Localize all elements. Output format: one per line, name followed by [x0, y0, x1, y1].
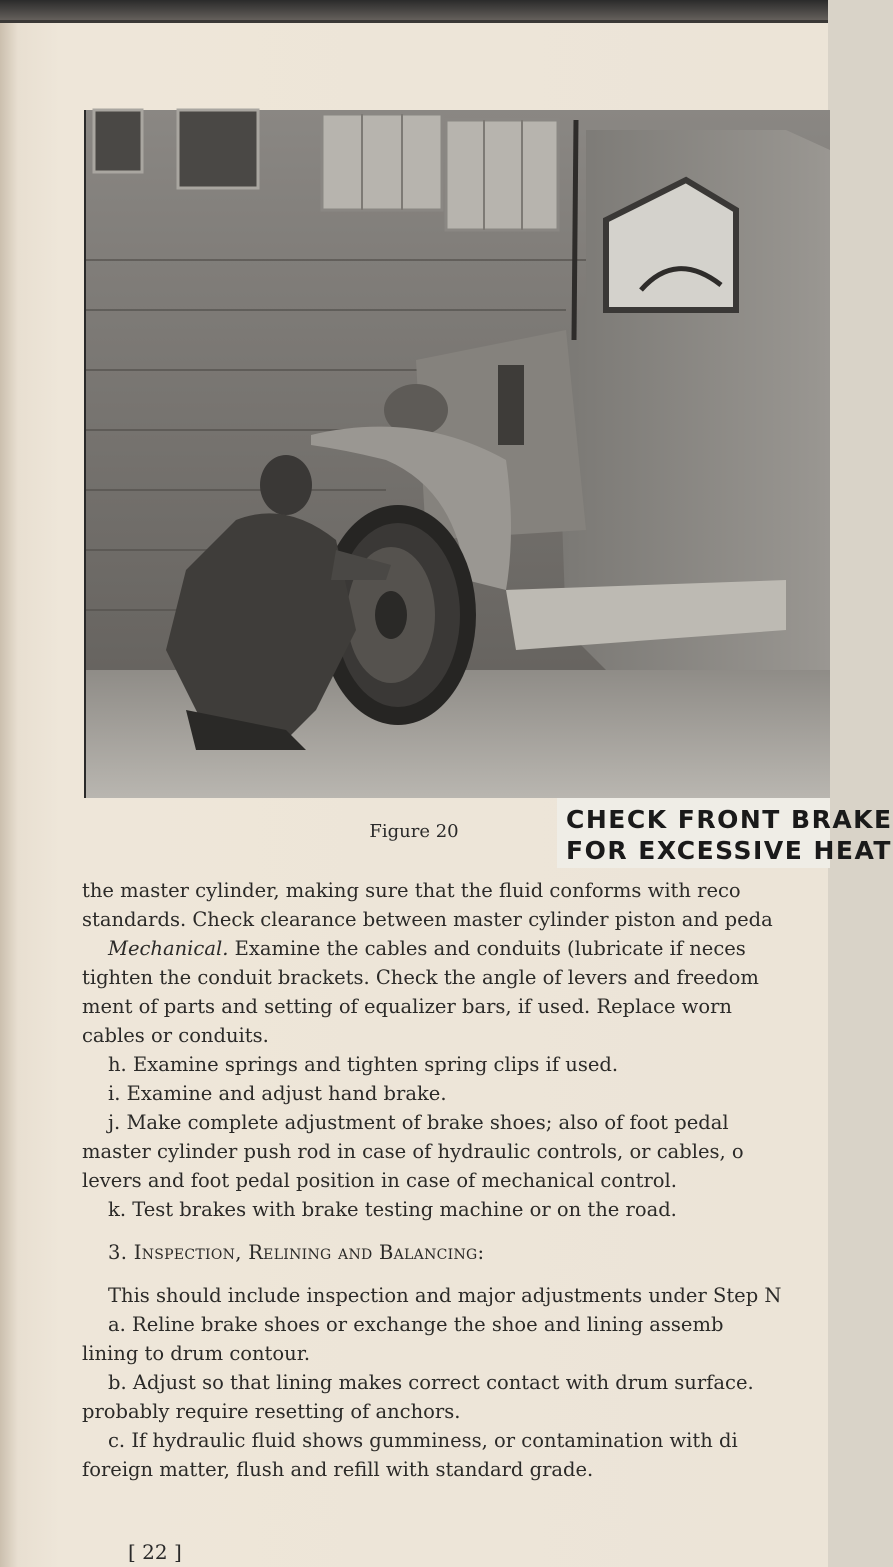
text-line: k. Test brakes with brake testing machine or on the road.: [108, 1198, 677, 1221]
text-line-rest: Examine the cables and conduits (lubricate if neces: [228, 937, 746, 960]
text-line: c. If hydraulic fluid shows gumminess, or contamination with di: [108, 1429, 738, 1452]
text-line: levers and foot pedal position in case of mechanical control.: [82, 1169, 677, 1192]
photo-caption-line2: FOR EXCESSIVE HEAT: [566, 836, 892, 865]
text-line: This should include inspection and major adjustments under Step N: [108, 1284, 782, 1307]
book-page: [0, 20, 893, 1567]
text-line: foreign matter, flush and refill with standard grade.: [82, 1458, 594, 1481]
text-line: i. Examine and adjust hand brake.: [108, 1082, 447, 1105]
text-line: [82, 934, 828, 963]
book-edge-shadow: [0, 0, 828, 22]
body-text: [82, 876, 828, 1484]
text-line: the master cylinder, making sure that the fluid conforms with reco: [82, 879, 741, 902]
page-number: [ 22 ]: [128, 1540, 182, 1564]
figure-label: Figure 20: [369, 821, 459, 842]
mechanical-heading: Mechanical.: [108, 937, 229, 960]
text-line: j. Make complete adjustment of brake shoes; also of foot pedal: [108, 1111, 729, 1134]
text-line: master cylinder push rod in case of hydraulic controls, or cables, o: [82, 1140, 744, 1163]
text-line: b. Adjust so that lining makes correct contact with drum surface.: [108, 1371, 754, 1394]
section-heading: 3. Inspection, Relining and Balancing:: [108, 1241, 485, 1264]
text-line: a. Reline brake shoes or exchange the shoe and lining assemb: [108, 1313, 724, 1336]
text-line: lining to drum contour.: [82, 1342, 311, 1365]
text-line: h. Examine springs and tighten spring clips if used.: [108, 1053, 619, 1076]
truck-brake-photo: [86, 110, 830, 798]
text-line: cables or conduits.: [82, 1024, 269, 1047]
text-line: standards. Check clearance between master cylinder piston and peda: [82, 908, 773, 931]
text-line: ment of parts and setting of equalizer bars, if used. Replace worn: [82, 995, 732, 1018]
text-line: probably require resetting of anchors.: [82, 1400, 461, 1423]
text-line: tighten the conduit brackets. Check the angle of levers and freedom: [82, 966, 759, 989]
photo-caption-line1: CHECK FRONT BRAKE: [566, 805, 893, 834]
